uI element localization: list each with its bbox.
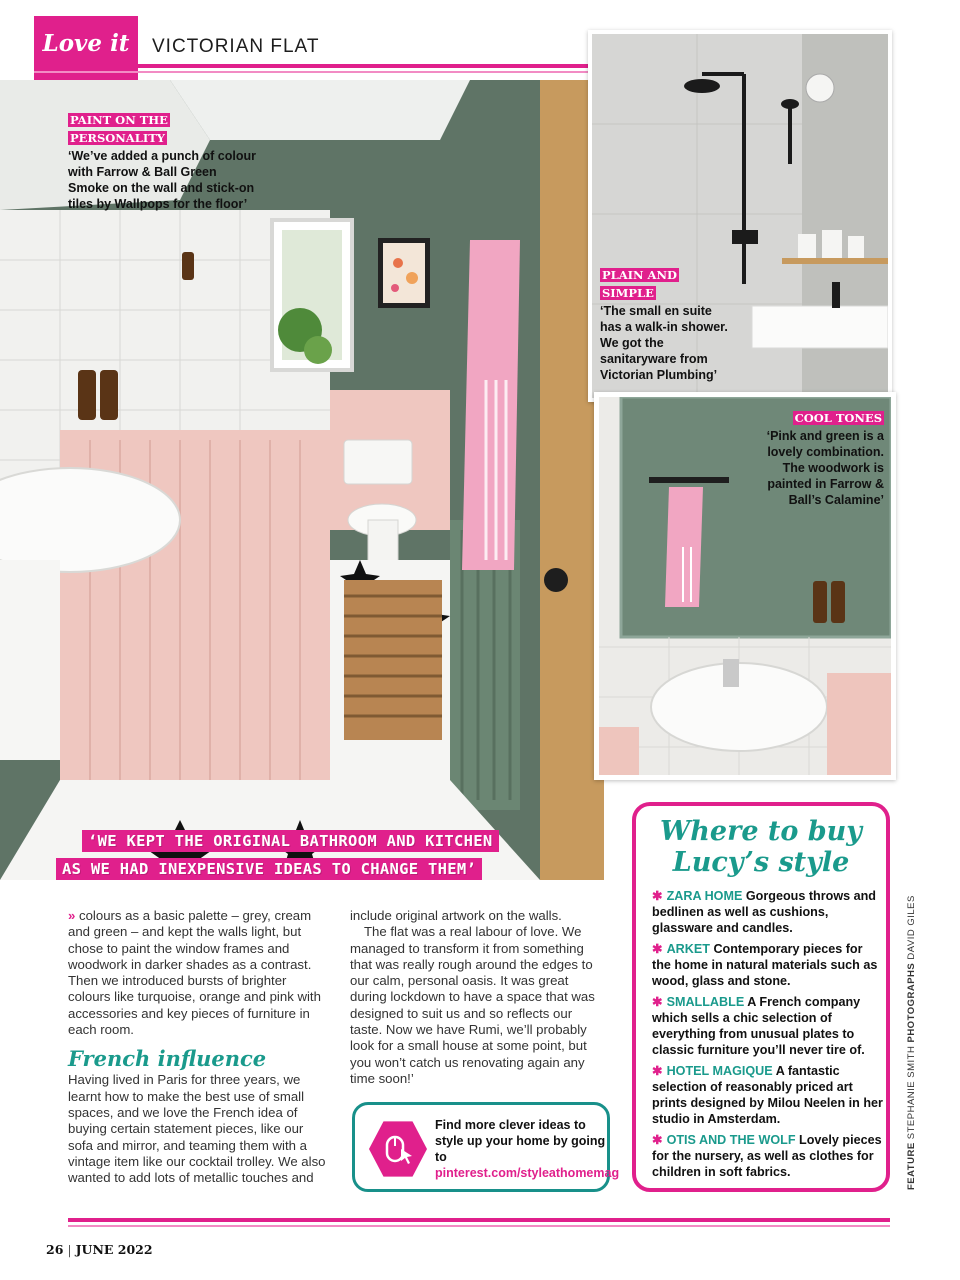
stockist-description: Lovely pieces for the nursery, as well as clothes for children in soft fabrics.: [652, 1133, 882, 1179]
article-paragraph: Having lived in Paris for three years, we learnt how to make the best use of small spaces, and we love the French idea of buying certain statement pieces, like our sofa and mirror, and teaming them with a vintage item like our cocktail trolley. We also wanted to add lots of metallic touches and: [68, 1072, 326, 1186]
caption-plain-and-simple: [600, 266, 734, 383]
article-subhead: French influence: [68, 1046, 267, 1072]
pinterest-promo-box: [352, 1102, 620, 1192]
article-paragraph: include original artwork on the walls.: [350, 908, 562, 923]
stockist-name: ARKET: [666, 942, 710, 956]
pinterest-promo-copy: Find more clever ideas to style up your home by going to: [435, 1118, 606, 1164]
credit-feature-label: FEATURE: [906, 1142, 917, 1190]
pinterest-promo-text: [435, 1117, 620, 1181]
stockist-description: Gorgeous throws and bedlinen as well as cushions, glassware and candles.: [652, 889, 877, 935]
stockist-item: [652, 1063, 884, 1127]
footer-rule: [68, 1218, 890, 1222]
asterisk-icon: ✱: [652, 1133, 663, 1147]
stockist-name: HOTEL MAGIQUE: [666, 1064, 773, 1078]
section-title: VICTORIAN FLAT: [152, 36, 320, 57]
page-number: 26: [46, 1242, 64, 1257]
pull-quote-line-2: AS WE HAD INEXPENSIVE IDEAS TO CHANGE THEM’: [56, 858, 482, 880]
pull-quote: [56, 826, 604, 894]
header-rule: [34, 64, 590, 68]
pinterest-hexagon-badge: [369, 1119, 427, 1179]
stockist-description: Contemporary pieces for the home in natural materials such as wood, glass and stone.: [652, 942, 878, 988]
stockist-item: [652, 1132, 884, 1180]
caption-body: ‘We’ve added a punch of colour with Farrow & Ball Green Smoke on the wall and stick-on tiles by Wallpops for the floor’: [68, 149, 256, 211]
stockist-list: [652, 888, 884, 1185]
mouse-cursor-icon: [381, 1133, 415, 1165]
where-to-buy-title-line-1: Where to buy: [659, 816, 862, 847]
caption-heading: PAINT ON THE PERSONALITY: [70, 113, 168, 145]
folio-separator: |: [67, 1242, 72, 1257]
credit-feature-name: STEPHANIE SMITH: [906, 1045, 917, 1140]
article-column-1: [68, 908, 330, 1186]
caption-body: ‘The small en suite has a walk-in shower. We got the sanitaryware from Victorian Plumbing’: [600, 304, 728, 382]
pinterest-link[interactable]: pinterest.com/styleathomemag: [435, 1166, 620, 1180]
article-column-2: [350, 908, 602, 1087]
section-tab-label: Love it: [42, 30, 130, 57]
caption-paint-on-the-personality: [68, 111, 260, 212]
asterisk-icon: ✱: [652, 942, 663, 956]
where-to-buy-title-line-2: Lucy’s style: [672, 847, 850, 878]
stockist-item: [652, 888, 884, 936]
stockist-item: [652, 994, 884, 1058]
caption-body: ‘Pink and green is a lovely combination. The woodwork is painted in Farrow & Ball’s Calamine’: [766, 429, 884, 507]
photo-credits: [906, 890, 917, 1190]
header-rule-thin: [34, 71, 590, 73]
article-paragraph: colours as a basic palette – grey, cream and green – and kept the walls light, but chose to paint the window frames and woodwork in darker shades as a contrast. Then we introduced bursts of brighter colours like turquoise, orange and pink with accessories and key pieces of furniture in each room.: [68, 908, 321, 1038]
stockist-item: [652, 941, 884, 989]
stockist-name: ZARA HOME: [666, 889, 743, 903]
stockist-description: A fantastic selection of reasonably priced art prints designed by Milou Neelen in her studio in Amsterdam.: [652, 1064, 883, 1126]
asterisk-icon: ✱: [652, 889, 663, 903]
page-folio: [46, 1242, 153, 1257]
pull-quote-line-1: ‘WE KEPT THE ORIGINAL BATHROOM AND KITCHEN: [82, 830, 499, 852]
asterisk-icon: ✱: [652, 1064, 663, 1078]
credit-photos-name: DAVID GILES: [906, 895, 917, 960]
where-to-buy-box: [632, 802, 890, 1192]
stockist-name: OTIS AND THE WOLF: [666, 1133, 796, 1147]
credit-photos-label: PHOTOGRAPHS: [906, 962, 917, 1043]
continued-chevron-icon: »: [68, 908, 79, 923]
stockist-description: A French company which sells a chic selection of everything from unusual plates to classic furniture you’ll never tire of.: [652, 995, 865, 1057]
caption-heading: PLAIN AND SIMPLE: [602, 268, 677, 300]
caption-cool-tones: [752, 409, 884, 508]
issue-date: JUNE 2022: [75, 1242, 153, 1257]
footer-rule-thin: [68, 1225, 890, 1227]
asterisk-icon: ✱: [652, 995, 663, 1009]
caption-heading: COOL TONES: [794, 411, 882, 425]
article-paragraph: The flat was a real labour of love. We managed to transform it from something that was really rough around the edges to our calm, personal oasis. It was great during lockdown to have a space that was designed to suit us and so reflects our taste. Now we have Rumi, we’ll probably look for a small house at some point, but you won’t catch us renovating again any time soon!’: [350, 924, 595, 1086]
where-to-buy-title: [636, 816, 886, 878]
stockist-name: SMALLABLE: [666, 995, 745, 1009]
